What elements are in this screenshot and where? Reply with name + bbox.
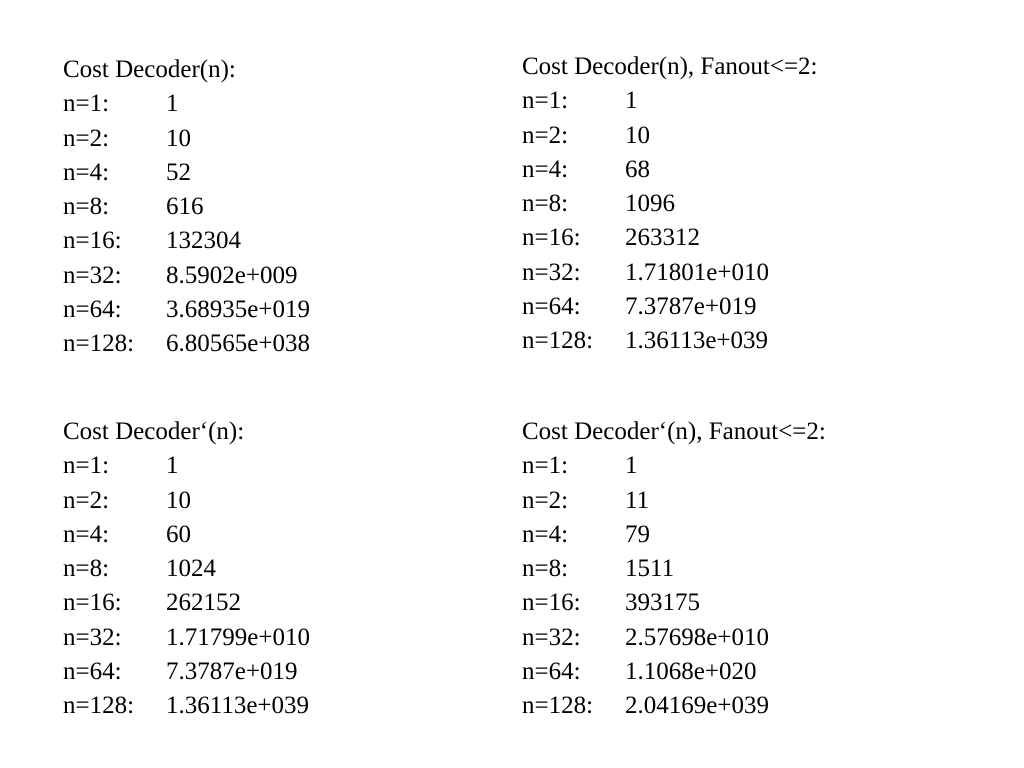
cost-value: 393175 — [625, 589, 700, 617]
cost-value: 1.1068e+020 — [625, 658, 757, 686]
table-row — [522, 655, 826, 689]
cost-value: 1 — [625, 87, 638, 115]
cost-value: 132304 — [166, 227, 241, 255]
n-label: n=1: — [63, 90, 110, 118]
n-label: n=64: — [522, 658, 581, 686]
cost-value: 263312 — [625, 224, 700, 252]
cost-value: 2.04169e+039 — [625, 692, 769, 720]
cost-value: 8.5902e+009 — [166, 261, 298, 289]
n-label: n=32: — [63, 623, 122, 651]
n-label: n=64: — [63, 658, 122, 686]
table-row — [63, 190, 310, 224]
cost-decoder-block — [63, 53, 310, 362]
table-row — [63, 655, 310, 689]
table-row — [522, 221, 818, 255]
n-label: n=16: — [522, 224, 581, 252]
table-row — [522, 119, 818, 153]
table-row — [522, 290, 818, 324]
n-label: n=128: — [522, 327, 594, 355]
table-row — [522, 153, 818, 187]
cost-decoder-fanout-block — [522, 50, 818, 359]
cost-value: 262152 — [166, 589, 241, 617]
n-label: n=2: — [63, 486, 110, 514]
cost-value: 1.36113e+039 — [625, 327, 769, 355]
table-row — [63, 621, 310, 655]
table-row — [63, 293, 310, 327]
n-label: n=4: — [63, 158, 110, 186]
cost-value: 2.57698e+010 — [625, 623, 769, 651]
n-label: n=32: — [522, 623, 581, 651]
table-row — [63, 484, 310, 518]
n-label: n=16: — [63, 227, 122, 255]
table-row — [522, 84, 818, 118]
cost-value: 1 — [166, 452, 179, 480]
block-title: Cost Decoder‘(n): — [63, 418, 245, 445]
cost-value: 1024 — [166, 555, 216, 583]
cost-value: 1096 — [625, 190, 675, 218]
n-label: n=32: — [63, 261, 122, 289]
block-title: Cost Decoder(n): — [63, 56, 236, 83]
table-row — [522, 484, 826, 518]
table-row — [63, 449, 310, 483]
cost-value: 79 — [625, 520, 650, 548]
n-label: n=4: — [63, 520, 110, 548]
table-row — [63, 327, 310, 361]
cost-value: 1.71801e+010 — [625, 258, 769, 286]
cost-value: 7.3787e+019 — [625, 293, 757, 321]
n-label: n=128: — [63, 330, 135, 358]
n-label: n=8: — [522, 190, 569, 218]
cost-value: 1511 — [625, 555, 675, 583]
cost-value: 11 — [625, 486, 650, 514]
table-row — [63, 586, 310, 620]
n-label: n=128: — [63, 692, 135, 720]
cost-value: 10 — [625, 121, 650, 149]
cost-value: 60 — [166, 520, 191, 548]
n-label: n=64: — [63, 296, 122, 324]
n-label: n=8: — [63, 555, 110, 583]
table-row — [522, 689, 826, 723]
cost-value: 7.3787e+019 — [166, 658, 298, 686]
n-label: n=8: — [63, 193, 110, 221]
n-label: n=4: — [522, 155, 569, 183]
table-row — [63, 224, 310, 258]
n-label: n=2: — [63, 124, 110, 152]
table-row — [522, 256, 818, 290]
cost-value: 10 — [166, 124, 191, 152]
n-label: n=8: — [522, 555, 569, 583]
cost-decoder-prime-block — [63, 415, 310, 724]
cost-decoder-prime-fanout-block — [522, 415, 826, 724]
n-label: n=128: — [522, 692, 594, 720]
cost-value: 1.71799e+010 — [166, 623, 310, 651]
n-label: n=2: — [522, 486, 569, 514]
n-label: n=64: — [522, 293, 581, 321]
table-row — [63, 156, 310, 190]
block-title: Cost Decoder(n), Fanout<=2: — [522, 53, 818, 80]
table-row — [522, 324, 818, 358]
cost-value: 6.80565e+038 — [166, 330, 310, 358]
n-label: n=16: — [522, 589, 581, 617]
n-label: n=1: — [63, 452, 110, 480]
cost-value: 52 — [166, 158, 191, 186]
n-label: n=2: — [522, 121, 569, 149]
table-row — [522, 621, 826, 655]
cost-value: 1 — [166, 90, 179, 118]
cost-value: 616 — [166, 193, 204, 221]
table-row — [522, 552, 826, 586]
block-title: Cost Decoder‘(n), Fanout<=2: — [522, 418, 826, 445]
table-row — [522, 518, 826, 552]
table-row — [63, 552, 310, 586]
n-label: n=1: — [522, 452, 569, 480]
table-row — [63, 259, 310, 293]
cost-value: 68 — [625, 155, 650, 183]
table-row — [522, 187, 818, 221]
n-label: n=1: — [522, 87, 569, 115]
table-row — [522, 449, 826, 483]
n-label: n=4: — [522, 520, 569, 548]
table-row — [63, 122, 310, 156]
cost-value: 3.68935e+019 — [166, 296, 310, 324]
table-row — [63, 518, 310, 552]
n-label: n=32: — [522, 258, 581, 286]
cost-value: 10 — [166, 486, 191, 514]
table-row — [63, 689, 310, 723]
cost-value: 1.36113e+039 — [166, 692, 310, 720]
table-row — [63, 87, 310, 121]
cost-value: 1 — [625, 452, 638, 480]
n-label: n=16: — [63, 589, 122, 617]
table-row — [522, 586, 826, 620]
